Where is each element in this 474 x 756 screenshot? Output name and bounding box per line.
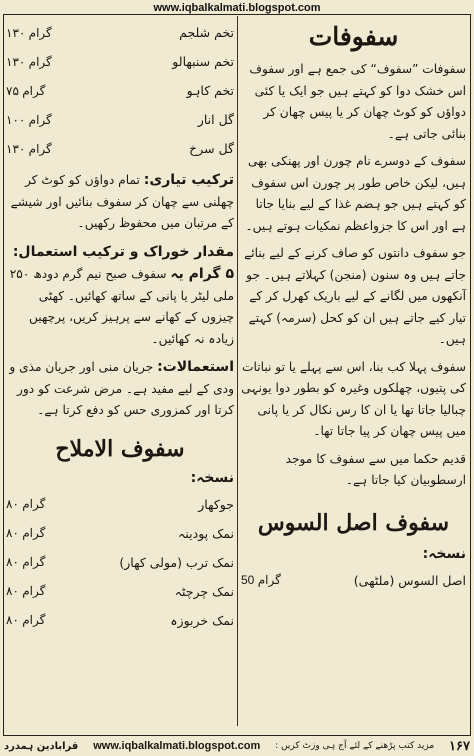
page-footer <box>4 738 470 754</box>
footer-url[interactable]: www.iqbalkalmati.blogspot.com <box>93 740 261 752</box>
ingredient-qty: ۸۰ گرام <box>6 584 46 598</box>
ingredient-name: تخم سنبھالو <box>172 54 234 69</box>
dose-text: سفوف صبح نیم گرم دودھ ۲۵۰ ملی لیٹر یا پانی کے ساتھ کھائیں۔ کھٹی چیزوں کے کھانے سے پرہیز کریں، پرچھیں زیادہ نہ کھائیں۔ <box>9 267 234 346</box>
prep-title: ترکیب تیاری: <box>143 172 234 188</box>
page-number: ۱۶۷ <box>449 738 470 753</box>
ingredient-qty: ۸۰ گرام <box>6 555 46 569</box>
dose-title: مقدار خوراک و ترکیب استعمال: ۵ گرام یہ <box>12 243 234 282</box>
ingredient-row <box>6 490 234 519</box>
uses-text: جریان منی اور جریان مذی و ودی کے لیے مفید ہے۔ مرض شرعت کو دور کرتا اور کمزوری حس کو دفع کرتا ہے۔ <box>9 360 234 417</box>
ingredient-row <box>6 76 234 105</box>
ingredient-row <box>6 606 234 635</box>
ingredient-row <box>6 47 234 76</box>
ingredient-row <box>6 548 234 577</box>
ingredient-qty: ۱۳۰ گرام <box>6 25 52 40</box>
ingredient-row <box>6 134 234 163</box>
ingredient-qty: ۸۰ گرام <box>6 526 46 540</box>
ingredient-name: گل انار <box>197 112 234 127</box>
ingredient-qty: ۸۰ گرام <box>6 613 46 627</box>
ingredient-name: جوکھار <box>198 496 234 512</box>
ingredient-row <box>6 519 234 548</box>
header-url[interactable]: www.iqbalkalmati.blogspot.com <box>153 2 321 14</box>
dose-block <box>6 241 234 351</box>
ingredient-row <box>6 105 234 134</box>
ingredient-row <box>241 566 466 595</box>
book-brand: قرابادین ہمدرد <box>4 740 79 752</box>
prep-text: تمام دواؤں کو کوٹ کر چھلنی سے چھان کر سفوف بنائیں اور شیشے کے مرتبان میں محفوظ رکھیں۔ <box>10 173 234 230</box>
ingredient-name: نمک چرچٹہ <box>174 583 234 599</box>
ingredient-qty: ۱۳۰ گرام <box>6 141 52 156</box>
ingredient-row <box>6 577 234 606</box>
ingredient-qty: ۷۵ گرام <box>6 83 46 98</box>
prep-block <box>6 169 234 235</box>
ingredient-name: گل سرخ <box>189 141 234 156</box>
ingredient-name: تخم شلجم <box>179 25 234 40</box>
ingredient-name: نمک پودینہ <box>178 525 234 541</box>
column-divider <box>237 16 238 726</box>
ingredient-name: نمک خربوزہ <box>170 612 234 628</box>
paragraph: سفوف کے دوسرے نام چورن اور پھنکی بھی ہیں، لیکن خاص طور پر چورن اس سفوف کو کہتے ہیں جو ہضم غذا کے لیے بنایا جاتا ہے اور اس کا جزواعظم نمکیات ہوتے ہیں۔ <box>245 154 466 233</box>
paragraph: جو سفوف دانتوں کو صاف کرنے کے لیے بنائے جاتے ہیں وہ سنون (منجن) کہلاتے ہیں۔ جو آنکھوں میں لگانے کے لیے باریک کھرل کر کے تیار کیے جاتے ہیں ان کو کحل (سرمہ) کہتے ہیں۔ <box>244 246 466 346</box>
uses-title: استعمالات: <box>157 359 234 375</box>
ingredient-qty: 50 گرام <box>241 573 281 587</box>
paragraph: سفوف پہلا کب بنا، اس سے پہلے یا تو نباتات کی پتیوں، چھلکوں وغیرہ کو بطور دوا یونہی چبالیا جاتا تھا یا ان کا رس نکال کر یا پانی میں پیس چھان کر پیا جاتا تھا۔ <box>241 359 466 438</box>
ingredient-name: نمک ترب (مولی کھار) <box>119 554 234 570</box>
footer-note: مزید کتب پڑھنے کے لئے آج ہی وزٹ کریں : <box>275 741 435 751</box>
paragraph: سفوفات ”سفوف“ کی جمع ہے اور سفوف اس خشک دوا کو کہتے ہیں جو ایک یا کئی دواؤں کو کوٹ چھان کر یا پیس چھان کر بنائی جاتی ہے۔ <box>249 62 466 141</box>
ingredient-qty: ۸۰ گرام <box>6 497 46 511</box>
ingredient-name: اصل السوس (ملٹھی) <box>353 572 466 588</box>
ingredient-qty: ۱۰۰ گرام <box>6 112 52 127</box>
left-column <box>6 18 234 635</box>
ingredient-qty: ۱۳۰ گرام <box>6 54 52 69</box>
section-title: سفوفات <box>308 22 399 51</box>
recipe-title: سفوف الاملاح <box>55 435 185 462</box>
nuskha-label: نسخہ: <box>422 545 466 562</box>
ingredient-row <box>6 18 234 47</box>
ingredient-name: تخم کاہو <box>186 83 234 98</box>
uses-block <box>6 356 234 422</box>
recipe-title: سفوف اصل السوس <box>257 509 450 536</box>
paragraph: قدیم حکما میں سے سفوف کا موجد ارسطوبیان کیا جاتا ہے۔ <box>285 451 466 487</box>
right-column <box>241 18 466 595</box>
nuskha-label: نسخہ: <box>190 469 234 486</box>
